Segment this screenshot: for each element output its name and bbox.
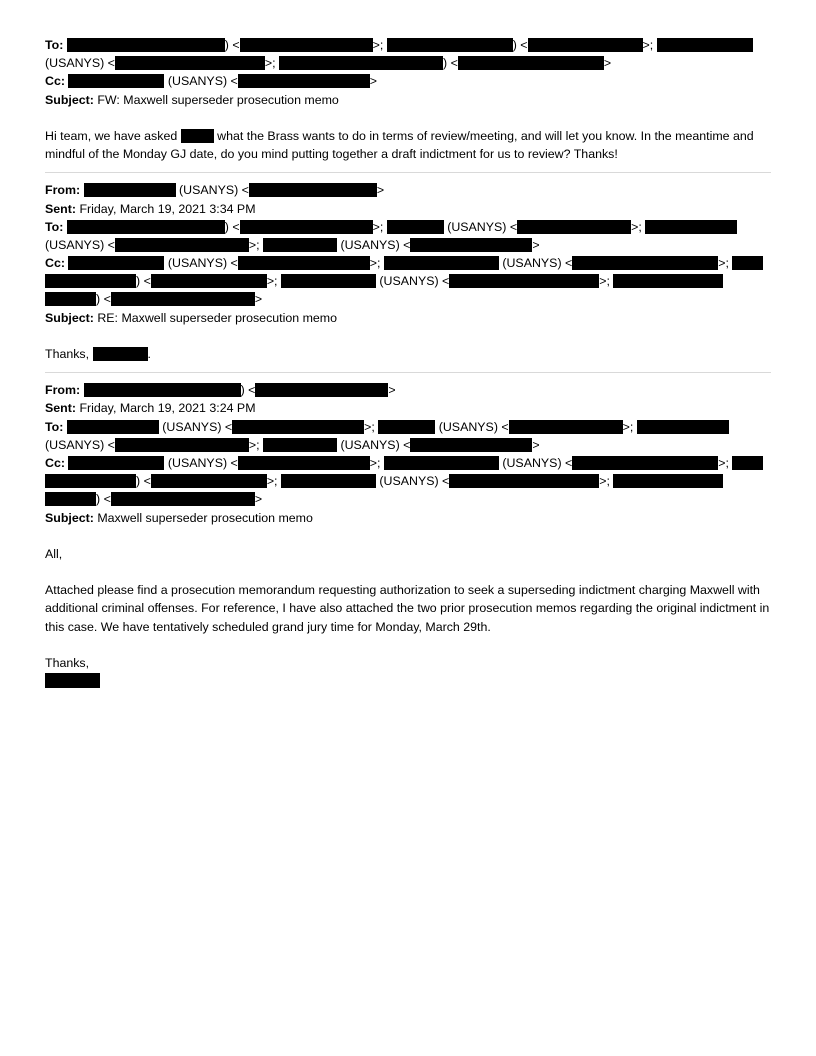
divider	[45, 372, 771, 373]
org-text: (USANYS)	[340, 237, 400, 252]
redaction	[68, 74, 164, 88]
to-line-cont: (USANYS) < >; (USANYS) < >	[45, 237, 540, 252]
redaction	[637, 420, 729, 434]
from-label: From:	[45, 183, 81, 198]
redaction	[263, 438, 337, 452]
redaction	[572, 456, 718, 470]
redaction	[249, 183, 377, 197]
redaction	[281, 274, 376, 288]
redaction	[238, 456, 370, 470]
redaction	[449, 474, 599, 488]
cc-line: Cc: (USANYS) < >; (USANYS) < >;	[45, 254, 771, 272]
from-label: From:	[45, 383, 81, 398]
redaction	[613, 474, 723, 488]
redaction	[111, 492, 255, 506]
cc-line: Cc: (USANYS) < >; (USANYS) < >;	[45, 454, 771, 472]
body-text: .	[147, 347, 151, 362]
from-line: From: ) < >	[45, 383, 396, 398]
redaction	[151, 274, 267, 288]
sent-label: Sent:	[45, 201, 76, 216]
sent-line	[45, 200, 771, 218]
redaction	[657, 38, 753, 52]
redaction	[84, 183, 176, 197]
redaction	[517, 220, 631, 234]
signature	[45, 672, 771, 690]
redaction	[410, 438, 532, 452]
subject-label: Subject:	[45, 310, 94, 325]
redaction	[238, 74, 370, 88]
sent-label: Sent:	[45, 401, 76, 416]
greeting: All,	[45, 546, 63, 561]
redaction	[67, 38, 225, 52]
redaction	[45, 474, 136, 488]
redaction	[449, 274, 599, 288]
org-text: (USANYS)	[340, 437, 400, 452]
redaction	[240, 220, 373, 234]
redaction	[384, 256, 499, 270]
spacer	[45, 527, 771, 545]
cc-label: Cc:	[45, 455, 65, 470]
org-text: (USANYS)	[379, 274, 439, 289]
subject-text: FW: Maxwell superseder prosecution memo	[97, 92, 339, 107]
org-text: (USANYS)	[45, 237, 105, 252]
subject-label: Subject:	[45, 92, 94, 107]
spacer	[45, 109, 771, 127]
redaction	[68, 456, 164, 470]
to-line-cont: (USANYS) < >; (USANYS) < >	[45, 437, 540, 452]
redaction	[255, 383, 388, 397]
cc-label: Cc:	[45, 256, 65, 271]
redaction	[281, 474, 376, 488]
org-text: (USANYS)	[45, 56, 105, 71]
org-text: (USANYS)	[502, 455, 562, 470]
divider	[45, 172, 771, 173]
cc-line-cont: ) < >	[45, 290, 771, 308]
cc-line-cont: ) < >; (USANYS) < >;	[45, 272, 771, 290]
sent-date: Friday, March 19, 2021 3:24 PM	[79, 401, 256, 416]
redaction	[645, 220, 737, 234]
email-1-header	[45, 36, 771, 109]
redaction	[279, 56, 443, 70]
subject-line	[45, 91, 771, 109]
org-text: (USANYS)	[167, 455, 228, 470]
redaction	[458, 56, 604, 70]
email-2-header	[45, 181, 771, 327]
redaction	[45, 673, 100, 688]
org-text: (USANYS)	[438, 419, 498, 434]
org-text: (USANYS)	[179, 183, 239, 198]
spacer	[45, 563, 771, 581]
sent-line	[45, 399, 771, 417]
redaction	[732, 256, 763, 270]
redaction	[387, 38, 513, 52]
redaction	[732, 456, 763, 470]
redaction	[84, 383, 241, 397]
org-text: (USANYS)	[167, 74, 228, 89]
redaction	[68, 256, 164, 270]
email-1-body	[45, 127, 771, 163]
redaction	[410, 238, 532, 252]
redaction	[528, 38, 643, 52]
redaction	[115, 438, 249, 452]
redaction	[613, 274, 723, 288]
email-3-body: Attached please find a prosecution memorandum requesting authorization to seek a superseding indictment charging Maxwell with additional criminal offenses. For reference, I have also attached the two prior prosecution memos regarding the original indictment in this case. We have tentatively scheduled grand jury time for Monday, March 29th.	[45, 583, 770, 634]
redaction	[67, 420, 159, 434]
redaction	[263, 238, 337, 252]
to-line: To: ) < >; ) < >;	[45, 36, 771, 54]
body-text: what the Brass wants to do in terms of review/meeting, and will let you know. In the meantime and mindful of the Monday GJ date, do you mind putting together a draft indictment for us to review? Thanks!	[45, 128, 754, 162]
to-line: To: (USANYS) < >; (USANYS) < >;	[45, 418, 771, 436]
subject-text: Maxwell superseder prosecution memo	[97, 510, 313, 525]
redaction	[45, 292, 96, 306]
body-text: Thanks,	[45, 347, 90, 362]
email-3-header	[45, 381, 771, 527]
redaction	[181, 129, 214, 143]
spacer	[45, 327, 771, 345]
redaction	[93, 347, 148, 361]
subject-line	[45, 309, 771, 327]
org-text: (USANYS)	[45, 437, 105, 452]
redaction	[67, 220, 225, 234]
to-line: To: ) < >; (USANYS) < >;	[45, 218, 771, 236]
subject-text: RE: Maxwell superseder prosecution memo	[97, 310, 337, 325]
redaction	[115, 238, 249, 252]
redaction	[509, 420, 623, 434]
redaction	[238, 256, 370, 270]
subject-label: Subject:	[45, 510, 94, 525]
to-label: To:	[45, 38, 64, 52]
redaction	[240, 38, 373, 52]
sent-date: Friday, March 19, 2021 3:34 PM	[79, 201, 256, 216]
cc-line-cont: ) < >; (USANYS) < >;	[45, 472, 771, 490]
to-label: To:	[45, 219, 64, 234]
email-2-body	[45, 345, 771, 363]
org-text: (USANYS)	[447, 219, 507, 234]
email-thread	[45, 36, 771, 690]
to-line-cont: (USANYS) < >; ) < >	[45, 56, 612, 71]
org-text: (USANYS)	[162, 419, 222, 434]
cc-line-cont: ) < >	[45, 490, 771, 508]
subject-line	[45, 509, 771, 527]
cc-label: Cc:	[45, 74, 65, 89]
spacer	[45, 636, 771, 654]
to-label: To:	[45, 419, 64, 434]
org-text: (USANYS)	[167, 256, 228, 271]
redaction	[572, 256, 718, 270]
redaction	[232, 420, 364, 434]
cc-line: Cc: (USANYS) < >	[45, 74, 378, 89]
redaction	[45, 274, 136, 288]
redaction	[387, 220, 444, 234]
redaction	[115, 56, 265, 70]
redaction	[384, 456, 499, 470]
closing: Thanks,	[45, 656, 90, 671]
from-line: From: (USANYS) < >	[45, 183, 385, 198]
redaction	[151, 474, 267, 488]
org-text: (USANYS)	[502, 256, 562, 271]
redaction	[378, 420, 435, 434]
redaction	[45, 492, 96, 506]
body-text: Hi team, we have asked	[45, 128, 178, 143]
redaction	[111, 292, 255, 306]
org-text: (USANYS)	[379, 474, 439, 489]
